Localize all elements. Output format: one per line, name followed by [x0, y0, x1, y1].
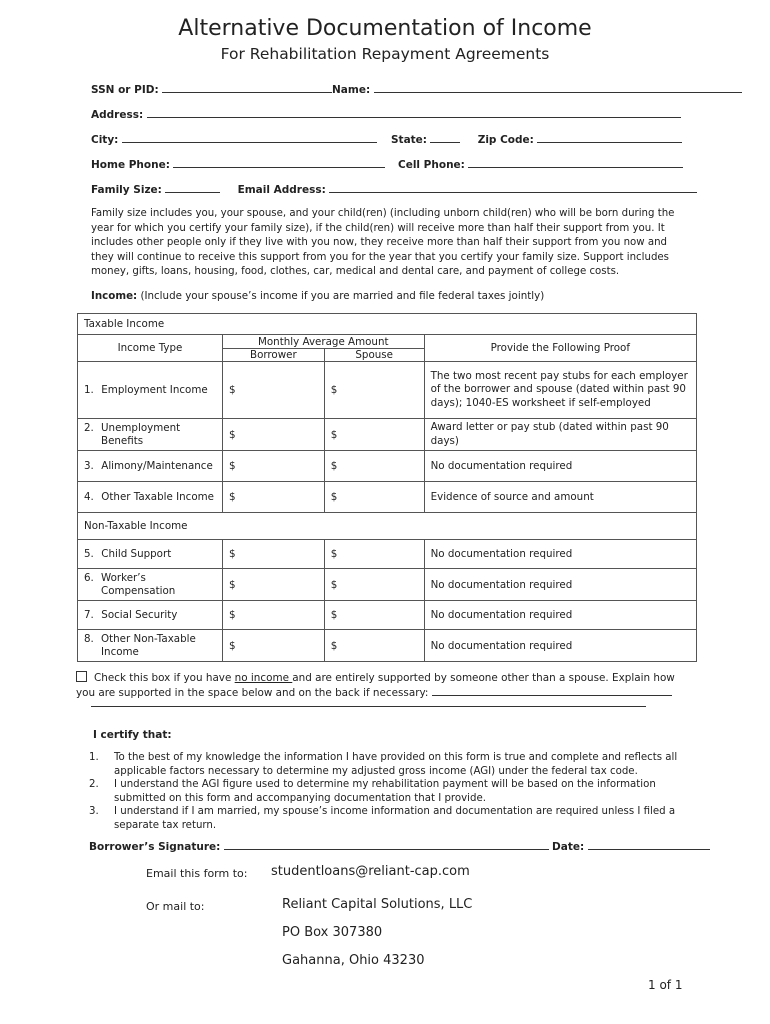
address-row — [91, 108, 681, 121]
email-form-label: Email this form to: — [146, 867, 248, 880]
item-number: 2. — [89, 779, 99, 790]
email-label: Email Address: — [237, 184, 326, 196]
row-number: 3. — [84, 460, 94, 472]
borrower-amount[interactable]: $ — [222, 362, 324, 419]
company-name: Reliant Capital Solutions, LLC — [282, 897, 473, 912]
proof-cell: No documentation required — [424, 540, 696, 569]
ssn-name-row — [91, 83, 742, 96]
ssn-field[interactable] — [162, 83, 332, 93]
income-type: Employment Income — [101, 384, 208, 396]
spouse-amount[interactable]: $ — [324, 419, 424, 451]
col-monthly-average: Monthly Average Amount — [222, 335, 424, 349]
borrower-amount[interactable]: $ — [222, 451, 324, 482]
table-row — [78, 630, 697, 662]
borrower-amount[interactable]: $ — [222, 601, 324, 630]
address-field[interactable] — [147, 108, 681, 118]
cell-phone-row — [398, 158, 683, 171]
borrower-amount[interactable]: $ — [222, 569, 324, 601]
spouse-amount[interactable]: $ — [324, 451, 424, 482]
income-type: Social Security — [101, 609, 178, 621]
proof-cell: Evidence of source and amount — [424, 482, 696, 513]
date-label: Date: — [552, 841, 585, 853]
income-type-cell — [78, 482, 223, 513]
no-income-underlined: no income — [234, 672, 293, 684]
row-number: 5. — [84, 548, 94, 560]
spouse-amount[interactable]: $ — [324, 362, 424, 419]
name-label: Name: — [332, 84, 371, 96]
income-type-cell — [78, 601, 223, 630]
name-field[interactable] — [374, 83, 742, 93]
row-number: 6. — [84, 571, 94, 584]
state-field[interactable] — [430, 133, 460, 143]
col-proof: Provide the Following Proof — [424, 335, 696, 362]
item-text: I understand the AGI figure used to determine my rehabilitation payment will be based on the information submitted on this form and accompanying documentation that I provide. — [114, 779, 656, 804]
income-type: Worker’s Compensation — [101, 571, 176, 597]
proof-cell: No documentation required — [424, 630, 696, 662]
table-row — [78, 569, 697, 601]
table-row — [78, 362, 697, 419]
income-type: Other Taxable Income — [101, 491, 214, 503]
table-row — [78, 540, 697, 569]
email-field[interactable] — [329, 183, 697, 193]
table-header-row — [78, 335, 697, 349]
income-type-cell — [78, 362, 223, 419]
page-number: 1 of 1 — [648, 978, 683, 992]
no-income-text-before: Check this box if you have — [94, 672, 235, 684]
date-field[interactable] — [588, 840, 710, 850]
income-note-text: (Include your spouse’s income if you are married and file federal taxes jointly) — [137, 290, 545, 302]
list-item — [89, 778, 689, 805]
home-phone-label: Home Phone: — [91, 159, 170, 171]
family-size-description: Family size includes you, your spouse, and your child(ren) (including unborn child(ren) who will be born during the year for which you certify your family size), if the child(ren) will receive more than half their support from you. It includes other people only if they live with you now, they receive more than half their support from you now and they will continue to receive this support from you for the year that you certify your family size. Support includes money, gifts, loans, housing, food, clothes, car, medical and dental care, and payment of college costs. — [91, 208, 675, 278]
item-number: 3. — [89, 806, 99, 817]
city-field[interactable] — [122, 133, 377, 143]
income-type-cell — [78, 540, 223, 569]
page-title: Alternative Documentation of Income — [178, 16, 592, 41]
certify-list — [89, 751, 689, 832]
proof-cell: Award letter or pay stub (dated within past 90 days) — [424, 419, 696, 451]
table-row — [78, 601, 697, 630]
no-income-text-after: and are entirely supported by someone other than a spouse. Explain how you are supported in the space below and on the back if necessary: — [76, 672, 675, 699]
item-number: 1. — [89, 752, 99, 763]
spouse-amount[interactable]: $ — [324, 540, 424, 569]
home-phone-field[interactable] — [173, 158, 385, 168]
state-zip-row — [391, 133, 682, 146]
borrower-amount[interactable]: $ — [222, 482, 324, 513]
certify-heading: I certify that: — [93, 729, 172, 741]
family-email-row — [91, 183, 697, 196]
spouse-amount[interactable]: $ — [324, 630, 424, 662]
row-number: 2. — [84, 421, 94, 434]
list-item — [89, 805, 689, 832]
signature-field[interactable] — [224, 840, 549, 850]
city-row — [91, 133, 377, 146]
col-spouse: Spouse — [324, 349, 424, 362]
income-table — [77, 313, 697, 662]
mailing-city: Gahanna, Ohio 43230 — [282, 953, 425, 968]
home-phone-row — [91, 158, 385, 171]
table-row — [78, 482, 697, 513]
cell-phone-label: Cell Phone: — [398, 159, 465, 171]
borrower-amount[interactable]: $ — [222, 540, 324, 569]
state-label: State: — [391, 134, 428, 146]
taxable-heading: Taxable Income — [78, 314, 697, 335]
income-type: Child Support — [101, 548, 172, 560]
income-type-cell — [78, 419, 223, 451]
spouse-amount[interactable]: $ — [324, 569, 424, 601]
family-size-field[interactable] — [165, 183, 220, 193]
address-label: Address: — [91, 109, 144, 121]
page-subtitle: For Rehabilitation Repayment Agreements — [220, 45, 550, 63]
item-text: To the best of my knowledge the information I have provided on this form is true and complete and reflects all applicable factors necessary to determine my adjusted gross income (AGI) under the federal tax code. — [114, 752, 678, 777]
cell-phone-field[interactable] — [468, 158, 683, 168]
proof-cell: The two most recent pay stubs for each employer of the borrower and spouse (dated within past 90 days); 1040-ES worksheet if self-employed — [424, 362, 696, 419]
nontaxable-heading: Non-Taxable Income — [78, 513, 697, 540]
ssn-label: SSN or PID: — [91, 84, 159, 96]
income-note — [91, 290, 544, 302]
income-type-cell — [78, 569, 223, 601]
income-type: Unemployment Benefits — [101, 421, 181, 447]
borrower-amount[interactable]: $ — [222, 630, 324, 662]
zip-field[interactable] — [537, 133, 682, 143]
col-borrower: Borrower — [222, 349, 324, 362]
income-note-label: Income: — [91, 290, 138, 302]
spouse-amount[interactable]: $ — [324, 601, 424, 630]
item-text: I understand if I am married, my spouse’s income information and documentation are required unless I filed a separate tax return. — [114, 806, 676, 831]
row-number: 7. — [84, 609, 94, 621]
income-type-cell — [78, 451, 223, 482]
table-row — [78, 419, 697, 451]
signature-row — [89, 840, 710, 853]
no-income-checkbox[interactable] — [76, 671, 87, 682]
income-type: Alimony/Maintenance — [101, 460, 213, 472]
support-explanation-field[interactable] — [432, 686, 672, 696]
row-number: 8. — [84, 632, 94, 645]
income-type: Other Non-Taxable Income — [101, 632, 196, 658]
income-type-cell — [78, 630, 223, 662]
proof-cell: No documentation required — [424, 601, 696, 630]
borrower-amount[interactable]: $ — [222, 419, 324, 451]
table-row — [78, 451, 697, 482]
taxable-heading-row — [78, 314, 697, 335]
row-number: 1. — [84, 384, 94, 396]
nontaxable-heading-row — [78, 513, 697, 540]
col-income-type: Income Type — [78, 335, 223, 362]
no-income-section — [76, 671, 686, 700]
proof-cell: No documentation required — [424, 451, 696, 482]
row-number: 4. — [84, 491, 94, 503]
mail-label: Or mail to: — [146, 900, 205, 913]
support-explanation-line[interactable] — [91, 706, 646, 707]
family-size-label: Family Size: — [91, 184, 162, 196]
list-item — [89, 751, 689, 778]
city-label: City: — [91, 134, 119, 146]
contact-email[interactable]: studentloans@reliant-cap.com — [271, 864, 470, 879]
signature-label: Borrower’s Signature: — [89, 841, 221, 853]
proof-cell: No documentation required — [424, 569, 696, 601]
po-box: PO Box 307380 — [282, 925, 383, 940]
spouse-amount[interactable]: $ — [324, 482, 424, 513]
zip-label: Zip Code: — [477, 134, 534, 146]
